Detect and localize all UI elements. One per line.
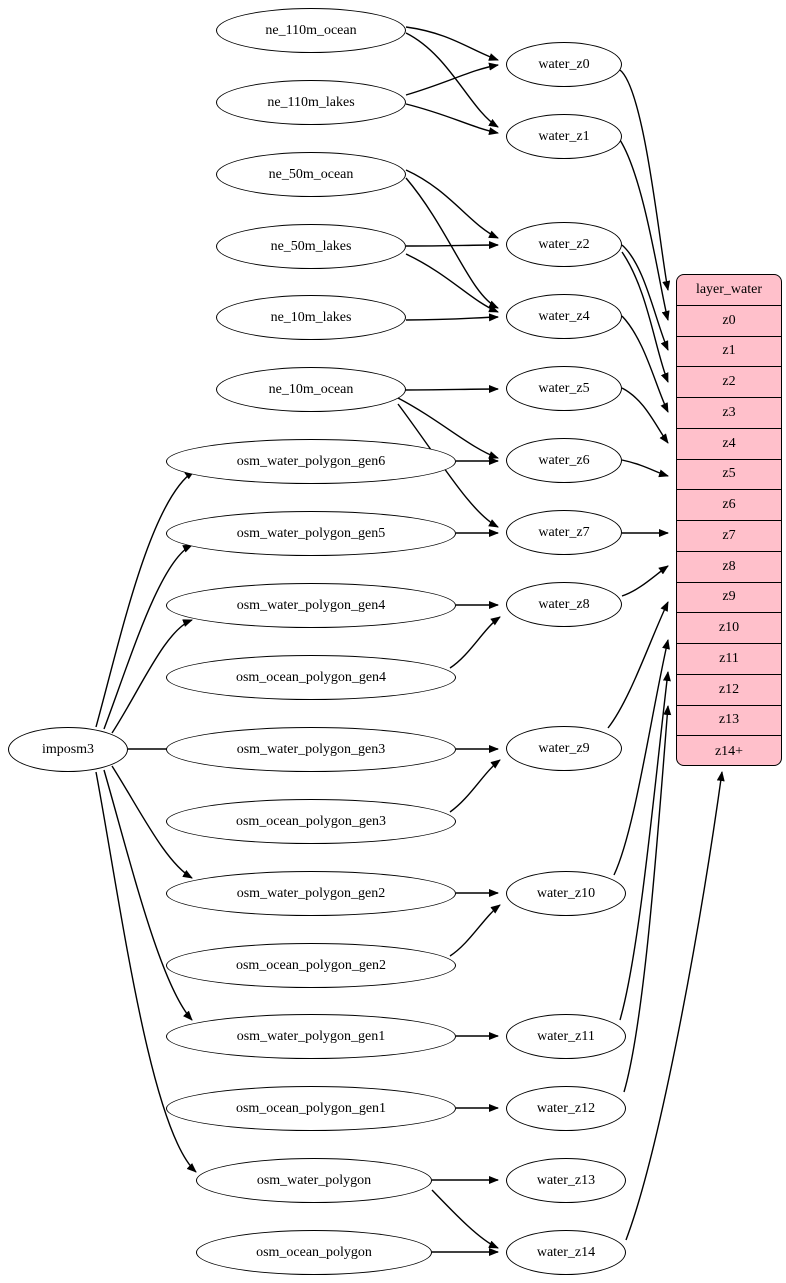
table-row[interactable]: z2 [677,367,781,398]
table-row[interactable]: z9 [677,583,781,614]
node-water-z14[interactable] [506,1230,626,1275]
node-label: water_z9 [538,740,590,756]
node-osm-water-polygon-gen1[interactable] [166,1014,456,1059]
node-label: osm_water_polygon_gen3 [236,741,386,757]
table-row[interactable]: z11 [677,644,781,675]
table-row[interactable]: z10 [677,613,781,644]
node-ne-110m-lakes[interactable] [216,80,406,125]
node-ne-110m-ocean[interactable] [216,8,406,53]
node-osm-ocean-polygon-gen4[interactable] [166,655,456,700]
node-label: water_z7 [538,524,590,540]
node-label: osm_ocean_polygon_gen1 [235,1100,387,1116]
node-water-z11[interactable] [506,1014,626,1059]
node-water-z0[interactable] [506,42,622,87]
layer-water-table[interactable] [676,274,782,766]
node-osm-ocean-polygon-gen1[interactable] [166,1086,456,1131]
node-osm-water-polygon-gen4[interactable] [166,583,456,628]
node-label: osm_ocean_polygon_gen4 [235,669,387,685]
node-label: water_z1 [538,128,590,144]
table-header: layer_water [677,275,781,306]
node-label: water_z4 [538,308,590,324]
table-row[interactable]: z1 [677,337,781,368]
node-label: water_z5 [538,380,590,396]
node-label: water_z10 [536,885,596,901]
table-row[interactable]: z4 [677,429,781,460]
node-water-z2[interactable] [506,222,622,267]
node-water-z13[interactable] [506,1158,626,1203]
table-row[interactable]: z7 [677,521,781,552]
node-label: osm_water_polygon_gen2 [236,885,386,901]
node-label: ne_10m_lakes [270,309,352,325]
node-label: ne_110m_ocean [265,22,357,38]
node-water-z12[interactable] [506,1086,626,1131]
node-water-z9[interactable] [506,726,622,771]
edges-group [96,27,722,1252]
node-label: water_z14 [536,1244,596,1260]
node-ne-50m-ocean[interactable] [216,152,406,197]
node-osm-water-polygon-gen2[interactable] [166,871,456,916]
node-label: osm_water_polygon_gen5 [236,525,386,541]
node-imposm3[interactable] [8,727,128,772]
node-osm-water-polygon-gen6[interactable] [166,439,456,484]
node-label: water_z2 [538,236,590,252]
node-label: osm_ocean_polygon [256,1244,372,1260]
node-osm-water-polygon[interactable] [196,1158,432,1203]
node-water-z8[interactable] [506,582,622,627]
node-label: osm_water_polygon [256,1172,372,1188]
node-water-z10[interactable] [506,871,626,916]
node-label: water_z13 [536,1172,596,1188]
node-label: water_z6 [538,452,590,468]
node-label: water_z8 [538,596,590,612]
node-water-z1[interactable] [506,114,622,159]
node-water-z6[interactable] [506,438,622,483]
node-label: osm_water_polygon_gen1 [236,1028,386,1044]
node-ne-50m-lakes[interactable] [216,224,406,269]
node-label: water_z0 [538,56,590,72]
node-osm-ocean-polygon[interactable] [196,1230,432,1275]
table-row[interactable]: z0 [677,306,781,337]
table-row[interactable]: z14+ [714,743,744,759]
node-water-z4[interactable] [506,294,622,339]
node-ne-10m-ocean[interactable] [216,367,406,412]
node-label: water_z12 [536,1100,596,1116]
table-row[interactable]: z12 [677,675,781,706]
node-label: osm_water_polygon_gen6 [236,453,386,469]
node-water-z7[interactable] [506,510,622,555]
table-row[interactable]: z13 [677,706,781,737]
node-label: osm_water_polygon_gen4 [236,597,386,613]
node-osm-ocean-polygon-gen3[interactable] [166,799,456,844]
node-ne-10m-lakes[interactable] [216,295,406,340]
node-osm-water-polygon-gen3[interactable] [166,727,456,772]
node-label: ne_10m_ocean [268,381,354,397]
node-osm-water-polygon-gen5[interactable] [166,511,456,556]
node-label: imposm3 [41,741,95,757]
node-label: osm_ocean_polygon_gen2 [235,957,387,973]
table-row[interactable]: z8 [677,552,781,583]
table-row[interactable]: z3 [677,398,781,429]
node-osm-ocean-polygon-gen2[interactable] [166,943,456,988]
node-label: ne_50m_lakes [270,238,352,254]
node-label: ne_110m_lakes [267,94,355,110]
table-row[interactable]: z5 [677,460,781,491]
node-water-z5[interactable] [506,366,622,411]
table-row[interactable]: z6 [677,490,781,521]
node-label: ne_50m_ocean [268,166,354,182]
node-label: osm_ocean_polygon_gen3 [235,813,387,829]
node-label: water_z11 [537,1028,595,1044]
